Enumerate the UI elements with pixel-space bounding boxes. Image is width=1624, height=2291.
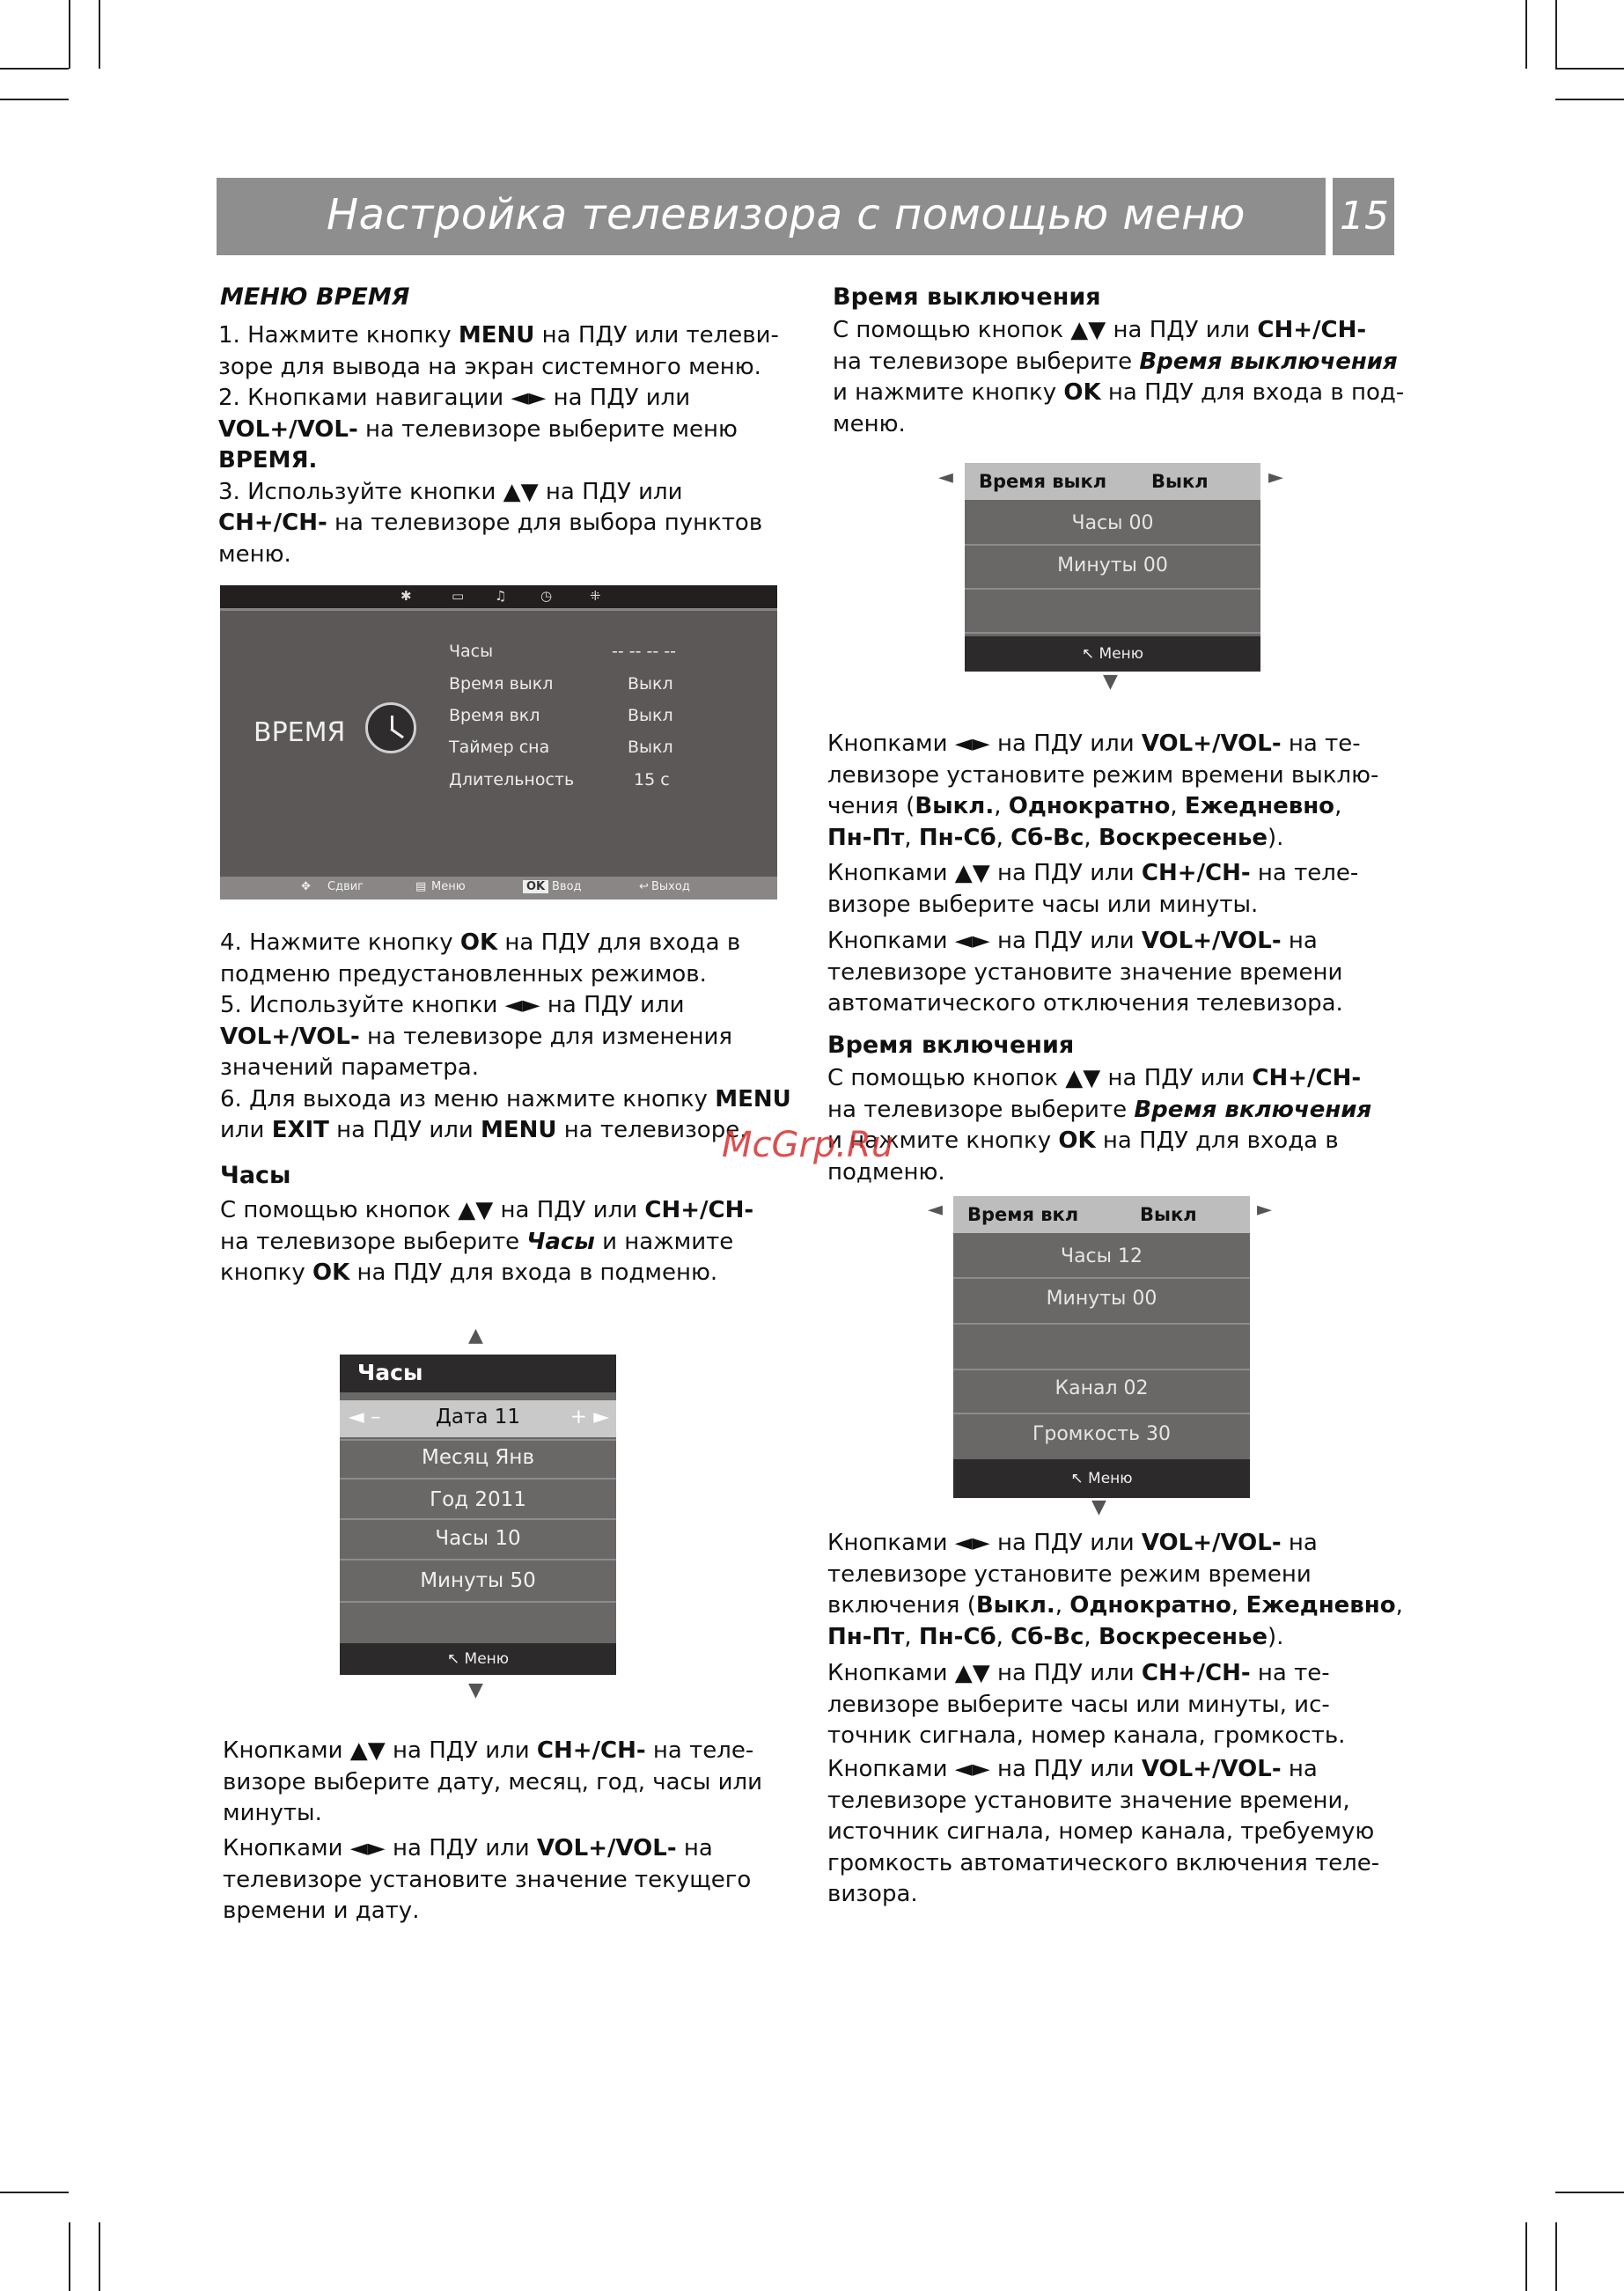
on-time-heading: Время включения <box>827 1032 1075 1059</box>
steps-text <box>220 928 791 1147</box>
text-line: Кнопками ▲▼ на ПДУ или CH+/CH- на теле- <box>827 860 1359 886</box>
menu-row-value: Выкл <box>628 674 673 694</box>
row-divider <box>965 544 1260 546</box>
text-line: VOL+/VOL- на телевизоре для изменения <box>220 1023 733 1050</box>
footer-menu: Меню <box>431 880 466 893</box>
on-time-text <box>827 1063 1371 1188</box>
crop-mark <box>69 0 70 69</box>
clock-heading: Часы <box>220 1162 291 1189</box>
off-time-text <box>833 315 1404 440</box>
back-icon: ↖ <box>1081 645 1099 663</box>
menu-row-name[interactable]: Часы <box>449 642 494 661</box>
text-line: меню. <box>833 410 906 437</box>
on-item-minutes[interactable]: Минуты 00 <box>1046 1288 1157 1310</box>
clock-submenu-footer <box>340 1643 616 1675</box>
clock-item-date[interactable]: Дата 11 <box>435 1406 521 1428</box>
picture-icon: ✱ <box>400 588 412 604</box>
text-line: Кнопками ◄► на ПДУ или VOL+/VOL- на <box>223 1835 713 1861</box>
menu-key-icon: ▤ <box>415 880 427 893</box>
footer-exit: Выход <box>651 880 690 893</box>
text-line: визора. <box>827 1881 918 1907</box>
page-number: 15 <box>1340 194 1389 239</box>
clock-tab-icon: ◷ <box>540 588 553 604</box>
clock-item-minutes[interactable]: Минуты 50 <box>420 1569 536 1592</box>
text-line: 3. Используйте кнопки ▲▼ на ПДУ или <box>218 478 683 505</box>
text-line: громкость автоматического включения теле- <box>827 1849 1380 1876</box>
text-line: 1. Нажмите кнопку MENU на ПДУ или телеви- <box>218 322 779 349</box>
row-divider <box>953 1277 1250 1279</box>
selected-row-right[interactable]: + ► <box>570 1406 609 1428</box>
crop-mark <box>1525 0 1527 69</box>
on-set-text <box>827 1754 1379 1911</box>
row-divider <box>340 1601 616 1603</box>
text-line: на телевизоре выберите Время включения <box>827 1096 1372 1123</box>
text-line: 5. Используйте кнопки ◄► на ПДУ или <box>220 992 685 1018</box>
on-item-volume[interactable]: Громкость 30 <box>1032 1423 1172 1445</box>
text-line: Пн-Пт, Пн-Сб, Сб-Вс, Воскресенье). <box>827 824 1284 851</box>
footer-move: Сдвиг <box>327 880 364 893</box>
row-divider <box>965 588 1260 590</box>
crop-mark <box>1555 68 1624 70</box>
text-line: левизоре установите режим времени выклю- <box>827 761 1379 789</box>
text-line: и нажмите кнопку OK на ПДУ для входа в <box>827 1127 1339 1154</box>
on-submenu-title: Время вкл <box>967 1204 1079 1225</box>
intro-text <box>218 320 779 570</box>
music-icon: ♫ <box>495 588 507 604</box>
menu-row-name[interactable]: Время выкл <box>449 674 554 694</box>
menu-row-name[interactable]: Таймер сна <box>449 738 550 757</box>
text-line: VOL+/VOL- на телевизоре выберите меню <box>218 415 738 443</box>
text-line: времени и дату. <box>223 1898 420 1924</box>
off-submenu-header <box>965 463 1260 500</box>
text-line: меню. <box>218 540 291 568</box>
footer-menu-label: Меню <box>1099 645 1144 663</box>
on-submenu-value[interactable]: Выкл <box>1140 1204 1197 1225</box>
text-line: источник сигнала, номер канала, требуемую <box>827 1818 1375 1845</box>
text-line: подменю предустановленных режимов. <box>220 960 707 988</box>
on-mode-text <box>827 1528 1403 1653</box>
text-line: ВРЕМЯ. <box>218 447 318 474</box>
text-line: на телевизоре выберите Часы и нажмите <box>220 1228 734 1255</box>
tab-underline <box>220 608 777 611</box>
clock-submenu-title-bar <box>340 1355 616 1392</box>
text-line: телевизоре установите значение времени <box>827 958 1343 986</box>
up-arrow-icon: ▲ <box>468 1325 483 1347</box>
crop-mark <box>99 2222 100 2291</box>
crop-mark <box>0 2192 69 2193</box>
right-arrow-icon: ► <box>1268 466 1283 488</box>
clock-item-month[interactable]: Месяц Янв <box>421 1446 535 1469</box>
row-divider <box>340 1559 616 1560</box>
text-line: 2. Кнопками навигации ◄► на ПДУ или <box>218 385 691 411</box>
text-line: Кнопками ▲▼ на ПДУ или CH+/CH- на те- <box>827 1660 1330 1686</box>
text-line: Кнопками ◄► на ПДУ или VOL+/VOL- на <box>827 1756 1318 1782</box>
down-arrow-icon: ▼ <box>468 1679 483 1701</box>
menu-label: ВРЕМЯ <box>254 717 346 748</box>
settings-icon: ⁜ <box>590 588 601 604</box>
clock-icon <box>365 702 416 753</box>
page-title-bar <box>217 178 1326 255</box>
text-line: телевизоре установите режим времени <box>827 1560 1312 1588</box>
clock-submenu <box>340 1355 616 1675</box>
text-line: CH+/CH- на телевизоре для выбора пунктов <box>218 510 763 536</box>
text-line: чения (Выкл., Однократно, Ежедневно, <box>827 793 1342 819</box>
text-line: левизоре выберите часы или минуты, ис- <box>827 1691 1330 1718</box>
text-line: С помощью кнопок ▲▼ на ПДУ или CH+/CH- <box>220 1197 754 1223</box>
page-title: Настройка телевизора с помощью меню <box>327 190 1246 239</box>
row-divider <box>340 1518 616 1520</box>
row-divider <box>965 632 1260 634</box>
ok-key: OK <box>523 880 548 893</box>
text-line: подменю. <box>827 1158 945 1186</box>
clock-submenu-title: Часы <box>357 1360 423 1385</box>
left-arrow-icon: ◄ <box>928 1199 943 1221</box>
footer-menu-label: Меню <box>464 1650 510 1668</box>
text-line: С помощью кнопок ▲▼ на ПДУ или CH+/CH- <box>833 317 1367 343</box>
clock-text <box>220 1195 753 1289</box>
crop-mark <box>1555 99 1624 100</box>
text-line: 4. Нажмите кнопку OK на ПДУ для входа в <box>220 929 741 956</box>
off-item-minutes[interactable]: Минуты 00 <box>1057 554 1168 576</box>
on-submenu-footer <box>953 1459 1250 1498</box>
off-time-heading: Время выключения <box>833 283 1101 311</box>
text-line: Кнопками ◄► на ПДУ или VOL+/VOL- на те- <box>827 731 1361 757</box>
menu-row-value: -- -- -- -- <box>612 642 676 661</box>
left-arrow-icon: ◄ <box>938 466 953 488</box>
text-line: минуты. <box>223 1800 322 1826</box>
off-item-hours[interactable]: Часы 00 <box>1071 512 1154 534</box>
text-line: или EXIT на ПДУ или MENU на телевизоре. <box>220 1117 747 1143</box>
back-icon: ↖ <box>446 1650 465 1668</box>
text-line: точник сигнала, номер канала, громкость. <box>827 1722 1346 1749</box>
text-line: Кнопками ◄► на ПДУ или VOL+/VOL- на <box>827 1530 1318 1556</box>
row-divider <box>953 1369 1250 1370</box>
down-arrow-icon: ▼ <box>1103 671 1118 693</box>
crop-mark <box>0 68 69 70</box>
screen-icon: ▭ <box>452 588 465 604</box>
menu-row-value: 15 с <box>634 770 670 789</box>
text-line: и нажмите кнопку OK на ПДУ для входа в под- <box>833 379 1405 406</box>
off-mode-text <box>827 729 1378 854</box>
clock-item-year[interactable]: Год 2011 <box>430 1488 526 1511</box>
row-divider <box>340 1439 616 1441</box>
down-arrow-icon: ▼ <box>1091 1496 1106 1518</box>
text-line: значений параметра. <box>220 1054 479 1081</box>
on-item-channel[interactable]: Канал 02 <box>1054 1377 1149 1399</box>
section-heading-time-menu: МЕНЮ ВРЕМЯ <box>220 283 410 311</box>
text-line: телевизоре установите значение времени, <box>827 1787 1350 1814</box>
back-icon: ↖ <box>1070 1470 1089 1487</box>
row-divider <box>340 1478 616 1480</box>
off-submenu-title: Время выкл <box>979 471 1107 492</box>
text-line: зоре для вывода на экран системного меню. <box>218 353 761 380</box>
off-submenu-footer <box>965 636 1260 672</box>
text-line: С помощью кнопок ▲▼ на ПДУ или CH+/CH- <box>827 1065 1362 1091</box>
crop-mark <box>1555 2192 1624 2193</box>
text-line: 6. Для выхода из меню нажмите кнопку MENU <box>220 1085 791 1112</box>
menu-footer <box>220 877 777 900</box>
text-line: Кнопками ◄► на ПДУ или VOL+/VOL- на <box>827 928 1318 954</box>
selected-row-left[interactable]: ◄ – <box>349 1406 381 1428</box>
text-line: Пн-Пт, Пн-Сб, Сб-Вс, Воскресенье). <box>827 1623 1284 1650</box>
crop-mark <box>0 99 69 100</box>
crop-mark <box>1555 2222 1557 2291</box>
off-submenu-value[interactable]: Выкл <box>1151 471 1209 492</box>
clock-item-hours[interactable]: Часы 10 <box>435 1527 521 1550</box>
on-submenu-header <box>953 1196 1250 1233</box>
page-number-box <box>1333 178 1394 255</box>
menu-tab-bar <box>220 585 777 608</box>
footer-enter: Ввод <box>552 880 582 893</box>
menu-row-value: Выкл <box>628 706 673 725</box>
exit-icon: ↩ <box>639 880 649 893</box>
off-select-text <box>827 858 1358 921</box>
clock-select-text <box>223 1736 762 1830</box>
right-arrow-icon: ► <box>1257 1199 1272 1221</box>
text-line: кнопку OK на ПДУ для входа в подменю. <box>220 1259 718 1286</box>
move-icon: ✥ <box>301 880 311 893</box>
text-line: визоре выберите часы или минуты. <box>827 891 1259 918</box>
off-set-text <box>827 926 1343 1020</box>
off-time-submenu <box>965 463 1260 672</box>
crop-mark <box>1525 2222 1527 2291</box>
text-line: визоре выберите дату, месяц, год, часы или <box>223 1768 763 1795</box>
text-line: Кнопками ▲▼ на ПДУ или CH+/CH- на теле- <box>223 1737 754 1764</box>
crop-mark <box>99 0 100 69</box>
text-line: телевизоре установите значение текущего <box>223 1866 752 1893</box>
on-time-submenu <box>953 1196 1250 1498</box>
time-menu-screen <box>220 585 777 900</box>
footer-menu-label: Меню <box>1088 1470 1133 1487</box>
on-select-text <box>827 1658 1345 1752</box>
clock-set-text <box>223 1833 751 1928</box>
text-line: включения (Выкл., Однократно, Ежедневно, <box>827 1592 1403 1619</box>
row-divider <box>953 1413 1250 1414</box>
crop-mark <box>1555 0 1557 69</box>
menu-row-value: Выкл <box>628 738 673 757</box>
text-line: на телевизоре выберите Время выключения <box>833 348 1398 375</box>
on-item-hours[interactable]: Часы 12 <box>1060 1245 1143 1267</box>
crop-mark <box>69 2222 70 2291</box>
text-line: автоматического отключения телевизора. <box>827 990 1343 1017</box>
watermark: McGrp.Ru <box>722 1125 894 1165</box>
menu-row-name[interactable]: Время вкл <box>449 706 540 725</box>
row-divider <box>953 1323 1250 1325</box>
menu-row-name[interactable]: Длительность <box>449 770 575 789</box>
